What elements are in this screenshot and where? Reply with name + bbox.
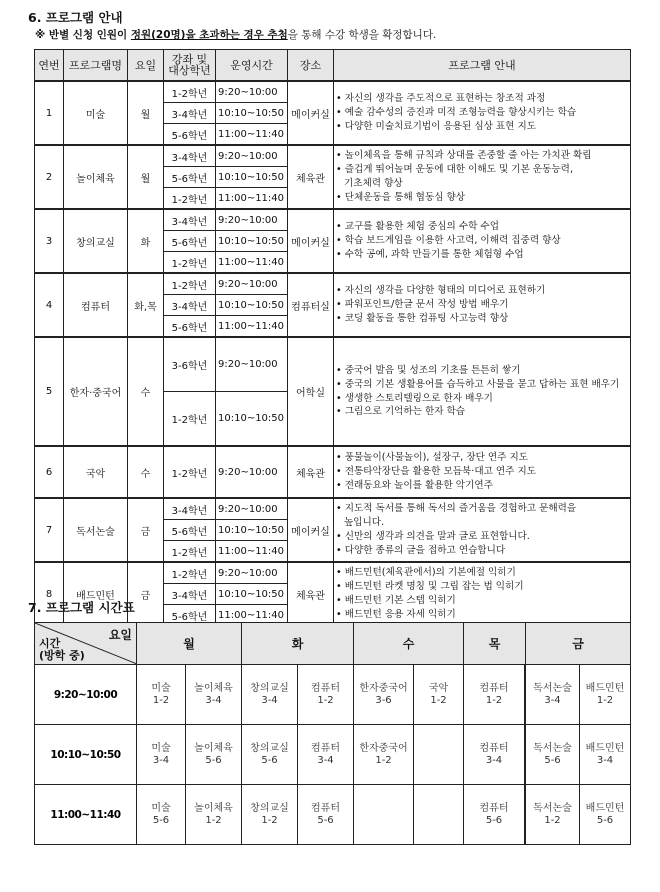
class-name: 미술 <box>151 742 171 754</box>
program-grade: 5-6학년 <box>164 124 216 146</box>
class-cell <box>354 725 414 785</box>
class-name: 놀이체육 <box>194 802 233 814</box>
program-time: 9:20~10:00 <box>216 446 288 498</box>
program-time: 10:10~10:50 <box>216 392 288 447</box>
day-thu: 목 <box>464 623 526 665</box>
program-place: 어학실 <box>288 337 334 446</box>
program-group <box>35 273 631 337</box>
class-cell <box>580 665 631 725</box>
program-grade: 1-2학년 <box>164 562 216 584</box>
class-cell <box>580 725 631 785</box>
time-slot: 11:00~11:40 <box>35 785 137 845</box>
program-grade: 1-2학년 <box>164 188 216 210</box>
program-name: 독서논술 <box>64 498 128 562</box>
timetable-row <box>35 665 631 725</box>
class-cell <box>242 665 298 725</box>
description-line: • 학습 보드게임을 이용한 사고력, 이해력 집중력 향상 <box>336 235 561 247</box>
corner-time-label: 시간 (방학 중) <box>39 636 85 662</box>
class-name: 배드민턴 <box>585 742 625 754</box>
program-grade: 1-2학년 <box>164 273 216 295</box>
class-grade: 3-4 <box>596 754 614 766</box>
program-grade: 3-4학년 <box>164 209 216 231</box>
program-grade: 5-6학년 <box>164 231 216 252</box>
class-cell <box>137 785 186 845</box>
program-place: 메이커실 <box>288 209 334 273</box>
class-cell <box>298 725 354 785</box>
class-name: 한자중국어 <box>359 742 408 754</box>
program-group <box>35 446 631 498</box>
program-description <box>334 337 631 446</box>
program-place: 메이커실 <box>288 81 334 145</box>
program-name: 국악 <box>64 446 128 498</box>
description-line: • 지도적 독서를 통해 독서의 즐거움을 경험하고 문해력을 <box>336 503 577 515</box>
lottery-note <box>35 27 436 42</box>
program-time: 9:20~10:00 <box>216 337 288 392</box>
program-group <box>35 209 631 273</box>
program-day: 수 <box>128 337 164 446</box>
class-grade: 3-4 <box>317 754 334 766</box>
program-time: 10:10~10:50 <box>216 231 288 252</box>
class-cell <box>354 785 414 845</box>
note-underlined: 정원(20명)을 초과하는 경우 추첨 <box>130 29 288 41</box>
class-name: 독서논술 <box>533 742 572 754</box>
description-line: 높입니다. <box>344 517 385 529</box>
program-name: 컴퓨터 <box>64 273 128 337</box>
description-line: • 전래동요와 놀이를 활용한 악기연주 <box>336 479 493 491</box>
note-prefix: ※ 반별 신청 인원이 <box>35 29 131 41</box>
class-name: 배드민턴 <box>585 802 625 814</box>
class-grade: 1-2 <box>375 754 392 766</box>
description-line: • 자신의 생각을 주도적으로 표현하는 창조적 과정 <box>336 93 546 105</box>
program-day: 금 <box>128 498 164 562</box>
class-grade: 1-2 <box>205 814 222 826</box>
description-line: • 생생한 스토리텔링으로 한자 배우기 <box>336 392 493 404</box>
class-grade: 3-4 <box>485 754 503 766</box>
class-name: 미술 <box>151 802 171 814</box>
class-grade: 1-2 <box>596 694 614 706</box>
program-place: 메이커실 <box>288 498 334 562</box>
program-time: 9:20~10:00 <box>216 498 288 520</box>
description-line: • 다양한 종류의 글을 접하고 연습합니다 <box>336 544 506 556</box>
program-day: 월 <box>128 81 164 145</box>
class-name: 컴퓨터 <box>479 742 509 754</box>
program-description <box>334 562 631 626</box>
program-number: 6 <box>35 446 64 498</box>
class-grade: 3-4 <box>205 694 222 706</box>
program-time: 11:00~11:40 <box>216 188 288 210</box>
class-name: 놀이체육 <box>194 742 233 754</box>
class-name: 독서논술 <box>533 802 572 814</box>
header-cell: 운영시간 <box>216 50 288 82</box>
program-number: 3 <box>35 209 64 273</box>
class-name: 컴퓨터 <box>311 682 340 694</box>
class-grade: 1-2 <box>261 814 278 826</box>
class-cell <box>464 785 525 845</box>
class-grade: 1-2 <box>544 814 561 826</box>
class-name: 컴퓨터 <box>311 742 340 754</box>
corner-day-label: 요일 <box>108 628 132 642</box>
class-name: 배드민턴 <box>585 682 625 694</box>
class-name: 한자중국어 <box>359 682 408 694</box>
class-grade: 3-4 <box>261 694 278 706</box>
program-time: 9:20~10:00 <box>216 145 288 167</box>
description-line: • 다양한 미술치료기법이 응용된 심상 표현 지도 <box>336 120 537 132</box>
program-table-header <box>35 50 631 82</box>
class-name: 창의교실 <box>250 682 289 694</box>
program-group <box>35 81 631 145</box>
description-line: • 단체운동을 통해 협동심 향상 <box>336 191 466 203</box>
program-row <box>35 562 631 584</box>
program-name: 창의교실 <box>64 209 128 273</box>
class-cell <box>414 725 464 785</box>
program-description <box>334 446 631 498</box>
section-7-title: 7. 프로그램 시간표 <box>28 600 135 615</box>
program-group <box>35 498 631 562</box>
description-line: • 중국어 발음 및 성조의 기초를 튼튼히 쌓기 <box>336 364 521 376</box>
program-name: 놀이체육 <box>64 145 128 209</box>
program-row <box>35 446 631 498</box>
program-number: 7 <box>35 498 64 562</box>
program-time: 10:10~10:50 <box>216 167 288 188</box>
program-day: 화 <box>128 209 164 273</box>
program-day: 수 <box>128 446 164 498</box>
program-info-table <box>34 49 631 626</box>
note-suffix: 을 통해 수강 학생을 확정합니다. <box>287 29 437 41</box>
description-line: • 수학 공예, 과학 만들기를 통한 체험형 수업 <box>336 248 524 260</box>
program-time: 10:10~10:50 <box>216 584 288 605</box>
class-cell <box>580 785 631 845</box>
program-grade: 1-2학년 <box>164 252 216 274</box>
description-line: • 놀이체육을 통해 규칙과 상대를 존중할 줄 아는 가치관 확립 <box>336 150 592 162</box>
description-line: • 파워포인트/한글 문서 작성 방법 배우기 <box>336 299 509 311</box>
class-grade: 5-6 <box>205 754 222 766</box>
class-grade: 5-6 <box>152 814 170 826</box>
class-grade: 5-6 <box>261 754 278 766</box>
class-cell <box>464 725 525 785</box>
program-description <box>334 273 631 337</box>
header-cell: 프로그램명 <box>64 50 128 82</box>
timetable-row <box>35 725 631 785</box>
class-cell <box>526 725 580 785</box>
program-time: 9:20~10:00 <box>216 562 288 584</box>
program-grade: 5-6학년 <box>164 167 216 188</box>
program-name: 배드민턴 <box>64 562 128 626</box>
program-name: 미술 <box>64 81 128 145</box>
description-line: • 배드민턴 응용 자세 익히기 <box>336 608 456 620</box>
class-grade: 5-6 <box>485 814 503 826</box>
class-grade: 5-6 <box>317 814 334 826</box>
program-time: 11:00~11:40 <box>216 541 288 563</box>
program-description <box>334 81 631 145</box>
class-name: 국악 <box>428 682 449 694</box>
program-row <box>35 145 631 167</box>
program-place: 컴퓨터실 <box>288 273 334 337</box>
header-cell: 강좌 및 대상학년 <box>164 50 216 82</box>
program-day: 화,목 <box>128 273 164 337</box>
day-wed: 수 <box>354 623 464 665</box>
program-time: 10:10~10:50 <box>216 520 288 541</box>
description-line: • 예술 감수성의 증진과 미적 조형능력을 향상시키는 학습 <box>336 107 577 119</box>
class-name: 놀이체육 <box>194 682 233 694</box>
program-group <box>35 337 631 446</box>
header-cell: 장소 <box>288 50 334 82</box>
program-grade: 1-2학년 <box>164 81 216 103</box>
class-grade: 3-4 <box>544 694 561 706</box>
program-time: 10:10~10:50 <box>216 295 288 316</box>
class-cell <box>137 725 186 785</box>
description-line: • 그림으로 기억하는 한자 학습 <box>336 406 466 418</box>
program-time: 11:00~11:40 <box>216 124 288 146</box>
class-cell <box>526 785 580 845</box>
description-line: • 배드민턴 라켓 명칭 및 그립 잡는 법 익히기 <box>336 581 524 593</box>
program-name: 한자·중국어 <box>64 337 128 446</box>
class-cell <box>414 785 464 845</box>
class-grade: 1-2 <box>317 694 334 706</box>
class-cell <box>298 665 354 725</box>
class-cell <box>186 665 242 725</box>
program-time: 9:20~10:00 <box>216 81 288 103</box>
class-grade: 5-6 <box>596 814 614 826</box>
time-slot: 9:20~10:00 <box>35 665 137 725</box>
program-grade: 3-6학년 <box>164 337 216 392</box>
day-tue: 화 <box>242 623 354 665</box>
program-row <box>35 498 631 520</box>
program-grade: 1-2학년 <box>164 541 216 563</box>
program-row <box>35 273 631 295</box>
program-place: 체육관 <box>288 446 334 498</box>
timetable <box>34 622 631 845</box>
program-time: 9:20~10:00 <box>216 273 288 295</box>
program-day: 금 <box>128 562 164 626</box>
class-cell <box>186 785 242 845</box>
class-cell <box>186 725 242 785</box>
class-grade: 1-2 <box>485 694 503 706</box>
header-cell: 연번 <box>35 50 64 82</box>
class-cell <box>354 665 414 725</box>
timetable-row <box>35 785 631 845</box>
program-time: 11:00~11:40 <box>216 605 288 626</box>
program-grade: 1-2학년 <box>164 392 216 447</box>
program-time: 10:10~10:50 <box>216 103 288 124</box>
program-grade: 5-6학년 <box>164 520 216 541</box>
corner-header <box>35 623 137 665</box>
description-line: • 자신의 생각을 다양한 형태의 미디어로 표현하기 <box>336 285 546 297</box>
program-grade: 3-4학년 <box>164 103 216 124</box>
time-slot: 10:10~10:50 <box>35 725 137 785</box>
class-grade: 1-2 <box>430 694 447 706</box>
program-description <box>334 209 631 273</box>
description-line: • 전통타악장단을 활용한 모듬북·대고 연주 지도 <box>336 466 537 478</box>
program-number: 1 <box>35 81 64 145</box>
class-name: 컴퓨터 <box>479 682 509 694</box>
description-line: • 풍물놀이(사물놀이), 설장구, 장단 연주 지도 <box>336 452 529 464</box>
program-place: 체육관 <box>288 145 334 209</box>
description-line: • 즐겁게 뛰어놀며 운동에 대한 이해도 및 기본 운동능력, <box>336 164 573 176</box>
class-grade: 3-4 <box>152 754 170 766</box>
program-grade: 3-4학년 <box>164 584 216 605</box>
class-cell <box>137 665 186 725</box>
program-number: 5 <box>35 337 64 446</box>
program-description <box>334 145 631 209</box>
program-grade: 3-4학년 <box>164 295 216 316</box>
program-number: 2 <box>35 145 64 209</box>
description-line: 기초체력 향상 <box>344 178 403 189</box>
header-cell: 요일 <box>128 50 164 82</box>
header-cell: 프로그램 안내 <box>334 50 631 82</box>
class-cell <box>464 665 525 725</box>
class-grade: 5-6 <box>544 754 561 766</box>
day-mon: 월 <box>137 623 242 665</box>
program-row <box>35 209 631 231</box>
class-cell <box>242 785 298 845</box>
class-name: 창의교실 <box>250 802 289 814</box>
class-cell <box>414 665 464 725</box>
class-cell <box>298 785 354 845</box>
class-grade: 1-2 <box>152 694 170 706</box>
program-grade: 5-6학년 <box>164 316 216 338</box>
class-name: 미술 <box>151 682 171 694</box>
program-time: 9:20~10:00 <box>216 209 288 231</box>
program-number: 8 <box>35 562 64 626</box>
description-line: • 배드민턴 기본 스텝 익히기 <box>336 595 456 606</box>
day-fri: 금 <box>526 623 631 665</box>
class-grade: 3-6 <box>375 694 392 706</box>
program-description <box>334 498 631 562</box>
program-time: 11:00~11:40 <box>216 252 288 274</box>
timetable-header <box>35 623 631 665</box>
class-name: 컴퓨터 <box>479 802 509 814</box>
class-name: 창의교실 <box>250 742 289 754</box>
description-line: • 배드민턴(체육관에서)의 기본예절 익히기 <box>336 567 516 579</box>
description-line: • 중국의 기본 생활용어를 습득하고 사물을 묻고 답하는 표현 배우기 <box>336 378 620 390</box>
program-group <box>35 145 631 209</box>
class-cell <box>242 725 298 785</box>
section-6-title: 6. 프로그램 안내 <box>28 10 123 25</box>
description-line: • 코딩 활동을 통한 컴퓨팅 사고능력 향상 <box>336 312 509 324</box>
program-grade: 3-4학년 <box>164 498 216 520</box>
program-grade: 3-4학년 <box>164 145 216 167</box>
program-row <box>35 337 631 392</box>
program-grade: 5-6학년 <box>164 605 216 626</box>
class-name: 컴퓨터 <box>311 802 340 814</box>
description-line: • 교구를 활용한 체험 중심의 수학 수업 <box>336 221 499 233</box>
description-line: • 신만의 생각과 의견을 말과 글로 표현합니다. <box>336 531 530 542</box>
program-grade: 1-2학년 <box>164 446 216 498</box>
class-cell <box>526 665 580 725</box>
program-place: 체육관 <box>288 562 334 626</box>
program-row <box>35 81 631 103</box>
program-day: 월 <box>128 145 164 209</box>
class-name: 독서논술 <box>533 682 572 694</box>
program-time: 11:00~11:40 <box>216 316 288 338</box>
program-number: 4 <box>35 273 64 337</box>
